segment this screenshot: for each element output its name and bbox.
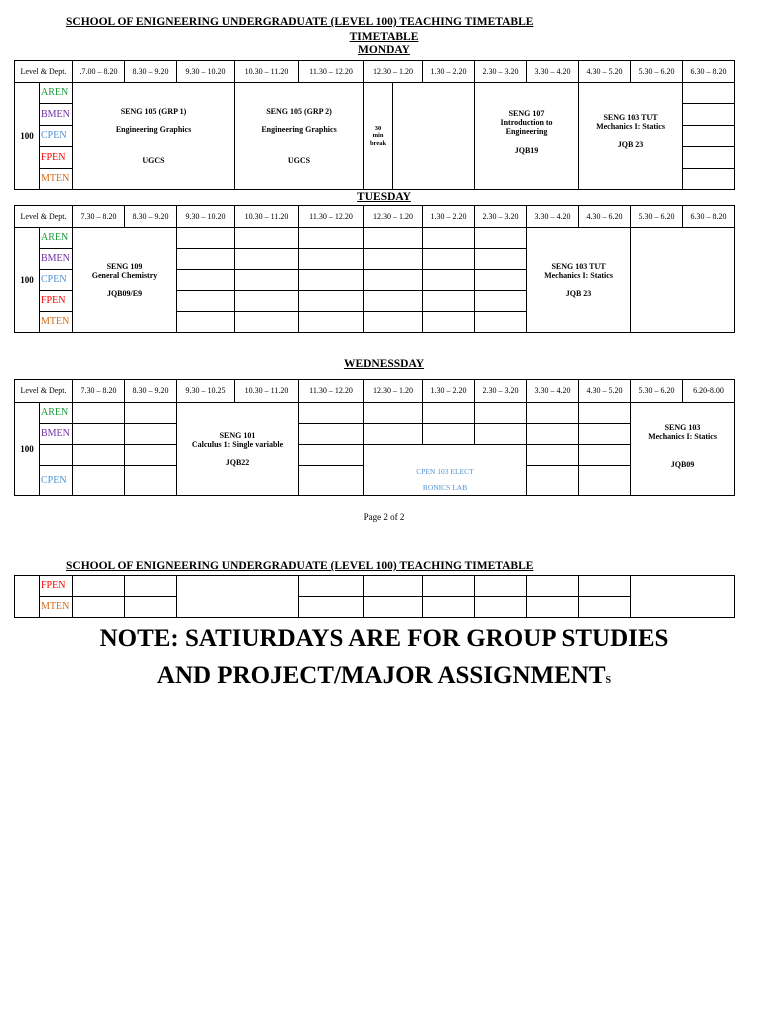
empty-cell: [73, 576, 125, 597]
note-line-2: AND PROJECT/MAJOR ASSIGNMENTS: [156, 662, 612, 689]
time-slot: 5.30 – 6.20: [631, 206, 683, 228]
time-slot: 2.30 – 3.20: [475, 61, 527, 83]
empty-cell: [299, 312, 364, 333]
dept-cpen: CPEN: [40, 270, 73, 291]
empty-cell: [125, 445, 177, 466]
empty-cell: [527, 445, 579, 466]
empty-cell: [177, 270, 235, 291]
empty-cell: [125, 466, 177, 496]
empty-cell: [299, 291, 364, 312]
empty-cell: [235, 312, 299, 333]
empty-cell: [423, 270, 475, 291]
dept-cpen: CPEN: [40, 125, 73, 146]
empty-cell: [177, 228, 235, 249]
time-slot: 12.30 – 1.20: [364, 61, 423, 83]
header-row: [15, 61, 735, 83]
empty-cell: [475, 249, 527, 270]
empty-cell: [631, 228, 735, 333]
empty-cell: [299, 270, 364, 291]
empty-cell: [527, 403, 579, 424]
course-seng105-grp1: SENG 105 (GRP 1) Engineering Graphics UGCS: [73, 83, 235, 190]
dept-fpen: FPEN: [40, 576, 73, 597]
course-seng107: SENG 107 Introduction to Engineering JQB19: [475, 83, 579, 190]
empty-cell: [235, 291, 299, 312]
empty-cell: [683, 147, 735, 168]
time-slot: 8.30 – 9.20: [125, 380, 177, 403]
course-seng109: SENG 109 General Chemistry JQB09/E9: [73, 228, 177, 333]
empty-cell: [15, 576, 40, 618]
empty-cell: [125, 576, 177, 597]
time-slot: 11.30 – 12.20: [299, 380, 364, 403]
dept-aren: AREN: [40, 403, 73, 424]
empty-cell: [177, 312, 235, 333]
empty-cell: [177, 576, 299, 618]
time-slot: 9.30 – 10.20: [177, 206, 235, 228]
empty-cell: [364, 597, 423, 618]
table-row: [15, 403, 735, 424]
time-slot: 8.30 – 9.20: [125, 61, 177, 83]
time-slot: 8.30 – 9.20: [125, 206, 177, 228]
monday-table: [14, 60, 735, 190]
empty-cell: [364, 291, 423, 312]
empty-cell: [475, 270, 527, 291]
empty-cell: [423, 576, 475, 597]
time-slot: 10.30 – 11.20: [235, 206, 299, 228]
dept-cpen: CPEN: [40, 466, 73, 496]
time-slot: 5.30 – 6.20: [631, 380, 683, 403]
course-seng103-tut: SENG 103 TUT Mechanics I: Statics JQB 23: [527, 228, 631, 333]
empty-cell: [235, 270, 299, 291]
empty-cell: [299, 249, 364, 270]
empty-cell: [364, 270, 423, 291]
table-row: [15, 83, 735, 104]
table-row: [15, 228, 735, 249]
course-seng101: SENG 101 Calculus 1: Single variable JQB22: [177, 403, 299, 496]
empty-cell: [579, 576, 631, 597]
cpen-electronics-lab: CPEN 103 ELECT RONICS LAB: [364, 445, 527, 496]
empty-cell: [364, 312, 423, 333]
empty-cell: [475, 576, 527, 597]
time-slot: 2.30 – 3.20: [475, 206, 527, 228]
empty-cell: [73, 424, 125, 445]
time-slot: 6.30 – 8.20: [683, 206, 735, 228]
empty-cell: [299, 424, 364, 445]
time-slot: 11.30 – 12.20: [299, 206, 364, 228]
empty-cell: [527, 424, 579, 445]
empty-cell: [475, 228, 527, 249]
timetable-label: TIMETABLE: [349, 31, 419, 43]
empty-cell: [423, 597, 475, 618]
empty-cell: [299, 466, 364, 496]
time-slot: 4.30 – 5.20: [579, 61, 631, 83]
day-title-monday: MONDAY: [358, 44, 410, 56]
level-cell: 100: [15, 403, 40, 496]
empty-cell: [475, 424, 527, 445]
level-cell: 100: [15, 228, 40, 333]
time-slot: 4.30 – 5.20: [579, 380, 631, 403]
empty-cell: [683, 168, 735, 189]
day-title-tuesday: TUESDAY: [357, 191, 411, 203]
time-slot: 9.30 – 10.20: [177, 61, 235, 83]
school-title: SCHOOL OF ENIGNEERING UNDERGRADUATE (LEVEL 100) TEACHING TIMETABLE: [66, 16, 534, 28]
time-slot: 3.30 – 4.20: [527, 380, 579, 403]
dept-mten: MTEN: [40, 312, 73, 333]
time-slot: 12.30 – 1.20: [364, 206, 423, 228]
empty-cell: [364, 576, 423, 597]
empty-cell: [364, 249, 423, 270]
empty-cell: [527, 597, 579, 618]
time-slot: 2.30 – 3.20: [475, 380, 527, 403]
empty-cell: [177, 249, 235, 270]
course-seng103: SENG 103 Mechanics I: Statics JQB09: [631, 403, 735, 496]
level-dept-header: Level & Dept.: [15, 380, 73, 403]
empty-cell: [299, 597, 364, 618]
empty-cell: [423, 403, 475, 424]
dept-fpen: FPEN: [40, 291, 73, 312]
empty-cell: [299, 576, 364, 597]
break-and-empty: [364, 83, 475, 190]
time-slot: 7.30 – 8.20: [73, 206, 125, 228]
empty-cell: [177, 291, 235, 312]
tuesday-table: [14, 205, 735, 333]
table-row: [15, 597, 735, 618]
header-row: [15, 380, 735, 403]
time-slot: 6.30 – 8.20: [683, 61, 735, 83]
empty-cell: [73, 597, 125, 618]
empty-cell: [235, 228, 299, 249]
time-slot: .7.00 – 8.20: [73, 61, 125, 83]
time-slot: 3.30 – 4.20: [527, 61, 579, 83]
note-line-1: NOTE: SATIURDAYS ARE FOR GROUP STUDIES: [99, 625, 669, 652]
dept-bmen: BMEN: [40, 424, 73, 445]
empty-cell: [475, 403, 527, 424]
empty-cell: [423, 249, 475, 270]
time-slot: 5.30 – 6.20: [631, 61, 683, 83]
empty-cell: [364, 403, 423, 424]
empty-cell: [423, 312, 475, 333]
page-number: Page 2 of 2: [363, 512, 405, 522]
continuation-table: [14, 575, 735, 618]
empty-cell: [683, 104, 735, 125]
table-row: [15, 576, 735, 597]
time-slot: 11.30 – 12.20: [299, 61, 364, 83]
dept-aren: AREN: [40, 228, 73, 249]
empty-cell: [475, 291, 527, 312]
time-slot: 10.30 – 11.20: [235, 380, 299, 403]
break-cell: 30 min break: [364, 83, 393, 189]
empty-cell: [631, 576, 735, 618]
empty-cell: [125, 424, 177, 445]
empty-cell: [364, 424, 423, 445]
time-slot: 12.30 – 1.20: [364, 380, 423, 403]
empty-cell: [364, 228, 423, 249]
saturday-note: [0, 620, 768, 699]
note-line-2-suffix: S: [605, 675, 612, 686]
wednesday-table: [14, 379, 735, 496]
empty-cell: [299, 228, 364, 249]
empty-cell: [40, 445, 73, 466]
empty-cell: [73, 466, 125, 496]
course-seng103-tut: SENG 103 TUT Mechanics I: Statics JQB 23: [579, 83, 683, 190]
time-slot: 1.30 – 2.20: [423, 61, 475, 83]
time-slot: 9.30 – 10.25: [177, 380, 235, 403]
dept-bmen: BMEN: [40, 104, 73, 125]
dept-mten: MTEN: [40, 597, 73, 618]
header-row: [15, 206, 735, 228]
empty-cell: [527, 576, 579, 597]
time-slot: 10.30 – 11.20: [235, 61, 299, 83]
empty-cell: [423, 424, 475, 445]
dept-fpen: FPEN: [40, 147, 73, 168]
day-title-wednesday: WEDNESSDAY: [343, 358, 425, 370]
time-slot: 4.30 – 6.20: [579, 206, 631, 228]
course-seng105-grp2: SENG 105 (GRP 2) Engineering Graphics UGCS: [235, 83, 364, 190]
table-row: [15, 445, 735, 466]
empty-cell: [423, 291, 475, 312]
dept-bmen: BMEN: [40, 249, 73, 270]
time-slot: 6.20-8.00: [683, 380, 735, 403]
time-slot: 1.30 – 2.20: [423, 206, 475, 228]
empty-cell: [235, 249, 299, 270]
level-dept-header: Level & Dept.: [15, 206, 73, 228]
empty-cell: [475, 312, 527, 333]
empty-cell: [527, 466, 579, 496]
empty-cell: [579, 466, 631, 496]
empty-cell: [579, 403, 631, 424]
empty-cell: [579, 597, 631, 618]
empty-cell: [475, 597, 527, 618]
empty-cell: [299, 445, 364, 466]
empty-cell: [579, 445, 631, 466]
empty-cell: [683, 83, 735, 104]
empty-cell: [423, 228, 475, 249]
empty-cell: [299, 403, 364, 424]
time-slot: 3.30 – 4.20: [527, 206, 579, 228]
table-row: [15, 424, 735, 445]
empty-cell: [125, 403, 177, 424]
dept-aren: AREN: [40, 83, 73, 104]
empty-cell: [73, 445, 125, 466]
empty-cell: [683, 125, 735, 146]
dept-mten: MTEN: [40, 168, 73, 189]
empty-cell: [579, 424, 631, 445]
empty-cell: [125, 597, 177, 618]
time-slot: 7.30 – 8.20: [73, 380, 125, 403]
empty-cell: [73, 403, 125, 424]
time-slot: 1.30 – 2.20: [423, 380, 475, 403]
school-title-repeat: SCHOOL OF ENIGNEERING UNDERGRADUATE (LEVEL 100) TEACHING TIMETABLE: [66, 560, 534, 572]
level-cell: 100: [15, 83, 40, 190]
level-dept-header: Level & Dept.: [15, 61, 73, 83]
